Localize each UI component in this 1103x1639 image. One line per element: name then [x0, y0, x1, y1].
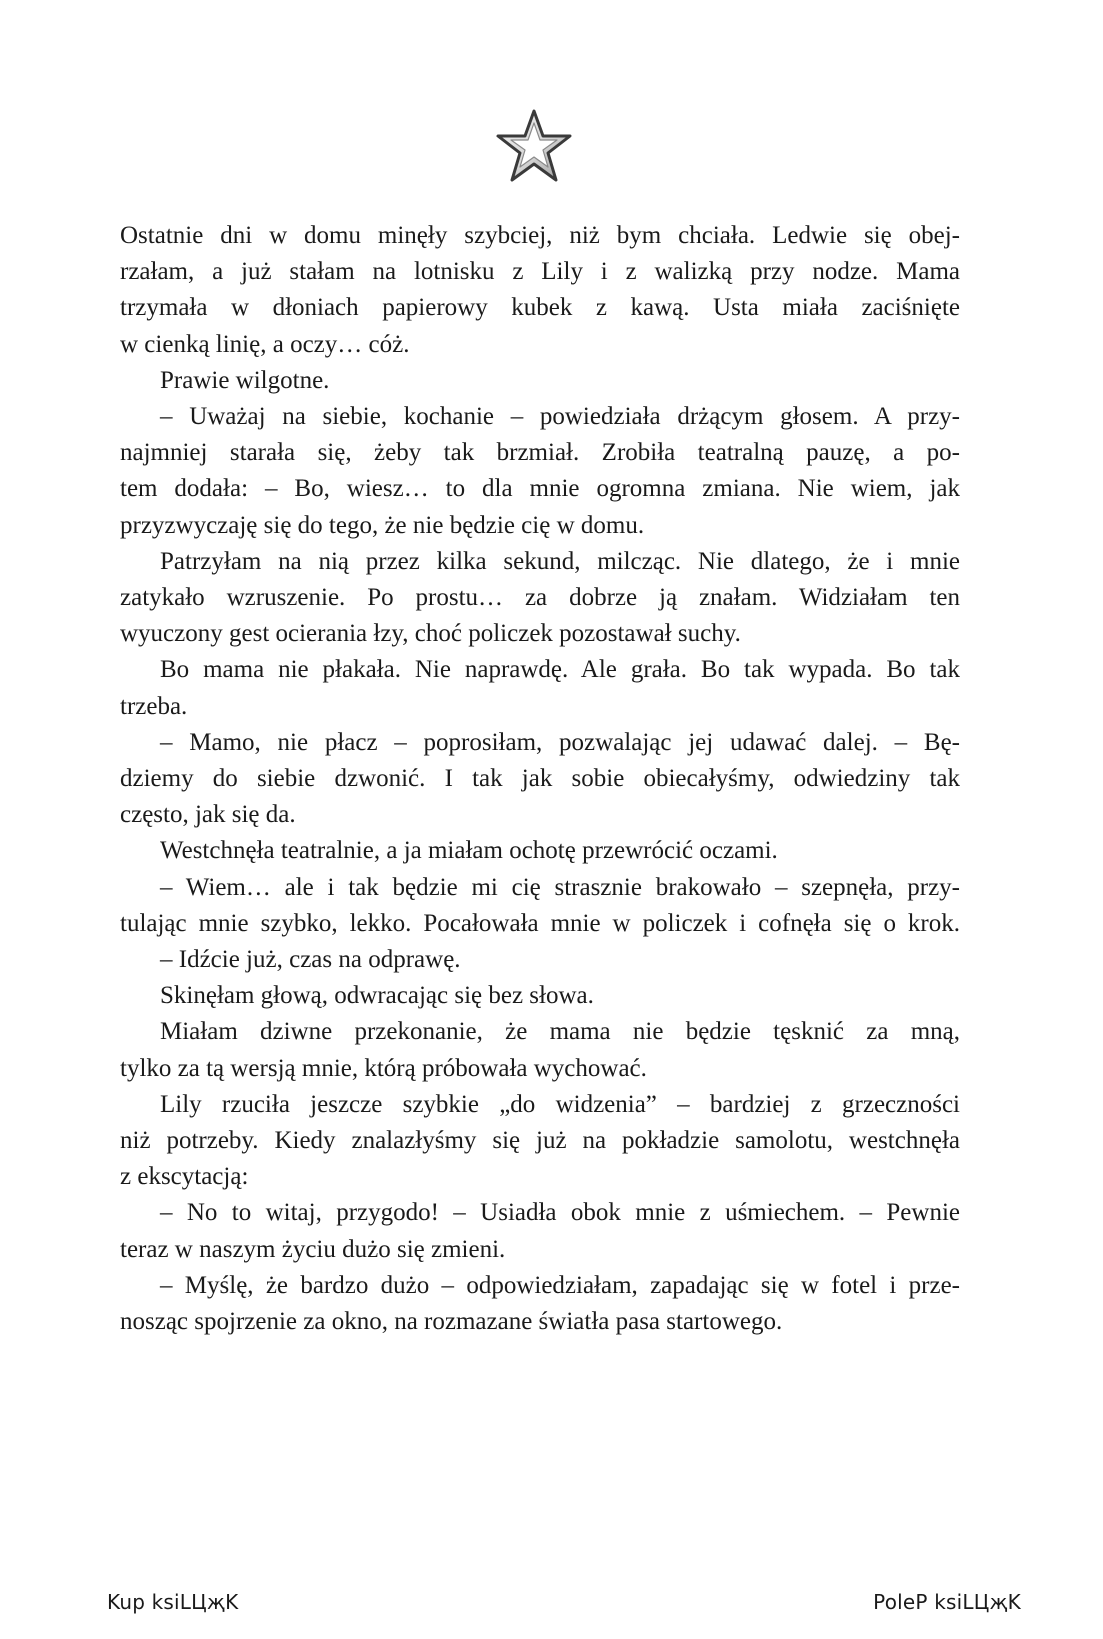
text-line: – Wiem… ale i tak będzie mi cię strasznie brakowało – szepnęła, przy-: [160, 873, 960, 901]
text-line: trzeba.: [120, 692, 188, 720]
body-text: [120, 218, 960, 1340]
text-line: Bo mama nie płakała. Nie naprawdę. Ale grała. Bo tak wypada. Bo tak: [160, 656, 960, 684]
text-line: często, jak się da.: [120, 801, 296, 829]
text-line: – Uważaj na siebie, kochanie – powiedziała drżącym głosem. A przy-: [160, 403, 960, 431]
text-line: najmniej starała się, żeby tak brzmiał. Zrobiła teatralną pauzę, a po-: [120, 439, 960, 467]
text-line: – Mamo, nie płacz – poprosiłam, pozwalając jej udawać dalej. – Bę-: [160, 728, 960, 756]
text-line: wyuczony gest ocierania łzy, choć policzek pozostawał suchy.: [120, 620, 741, 648]
text-line: przyzwyczaję się do tego, że nie będzie cię w domu.: [120, 511, 645, 539]
footer-right-text: PoleP ksiLЦҗK: [873, 1590, 1021, 1614]
text-line: – Idźcie już, czas na odprawę.: [160, 946, 461, 974]
text-line: Skinęłam głową, odwracając się bez słowa.: [160, 982, 594, 1010]
text-line: tulając mnie szybko, lekko. Pocałowała mnie w policzek i cofnęła się o krok.: [120, 909, 960, 937]
text-line: Prawie wilgotne.: [160, 366, 330, 394]
text-line: dziemy do siebie dzwonić. I tak jak sobie obiecałyśmy, odwiedziny tak: [120, 765, 960, 793]
footer-left-text: Kup ksiLЦҗK: [107, 1590, 239, 1614]
text-line: Ostatnie dni w domu minęły szybciej, niż bym chciała. Ledwie się obej-: [120, 222, 960, 249]
text-line: trzymała w dłoniach papierowy kubek z kawą. Usta miała zaciśnięte: [120, 294, 960, 322]
text-line: – No to witaj, przygodo! – Usiadła obok mnie z uśmiechem. – Pewnie: [160, 1199, 960, 1227]
text-line: tylko za tą wersją mnie, którą próbowała wychować.: [120, 1054, 647, 1082]
text-line: – Myślę, że bardzo dużo – odpowiedziałam, zapadając się w fotel i prze-: [160, 1271, 960, 1299]
text-line: zatykało wzruszenie. Po prostu… za dobrze ją znałam. Widziałam ten: [120, 584, 960, 612]
text-line: Patrzyłam na nią przez kilka sekund, milcząc. Nie dlatego, że i mnie: [160, 547, 960, 575]
text-line: Westchnęła teatralnie, a ja miałam ochotę przewrócić oczami.: [160, 837, 778, 865]
text-line: tem dodała: – Bo, wiesz… to dla mnie ogromna zmiana. Nie wiem, jak: [120, 475, 960, 503]
text-line: rzałam, a już stałam na lotnisku z Lily i z walizką przy nodze. Mama: [120, 258, 960, 286]
text-line: w cienką linię, a oczy… cóż.: [120, 330, 410, 358]
text-line: niż potrzeby. Kiedy znalazłyśmy się już na pokładzie samolotu, westchnęła: [120, 1127, 960, 1155]
text-line: Miałam dziwne przekonanie, że mama nie będzie tęsknić za mną,: [160, 1018, 960, 1046]
text-line: Lily rzuciła jeszcze szybkie „do widzenia” – bardziej z grzeczności: [160, 1090, 960, 1118]
text-line: teraz w naszym życiu dużo się zmieni.: [120, 1235, 506, 1263]
text-line: nosząc spojrzenie za okno, na rozmazane światła pasa startowego.: [120, 1308, 783, 1336]
text-line: z ekscytacją:: [120, 1163, 249, 1191]
star-icon: [496, 108, 572, 184]
